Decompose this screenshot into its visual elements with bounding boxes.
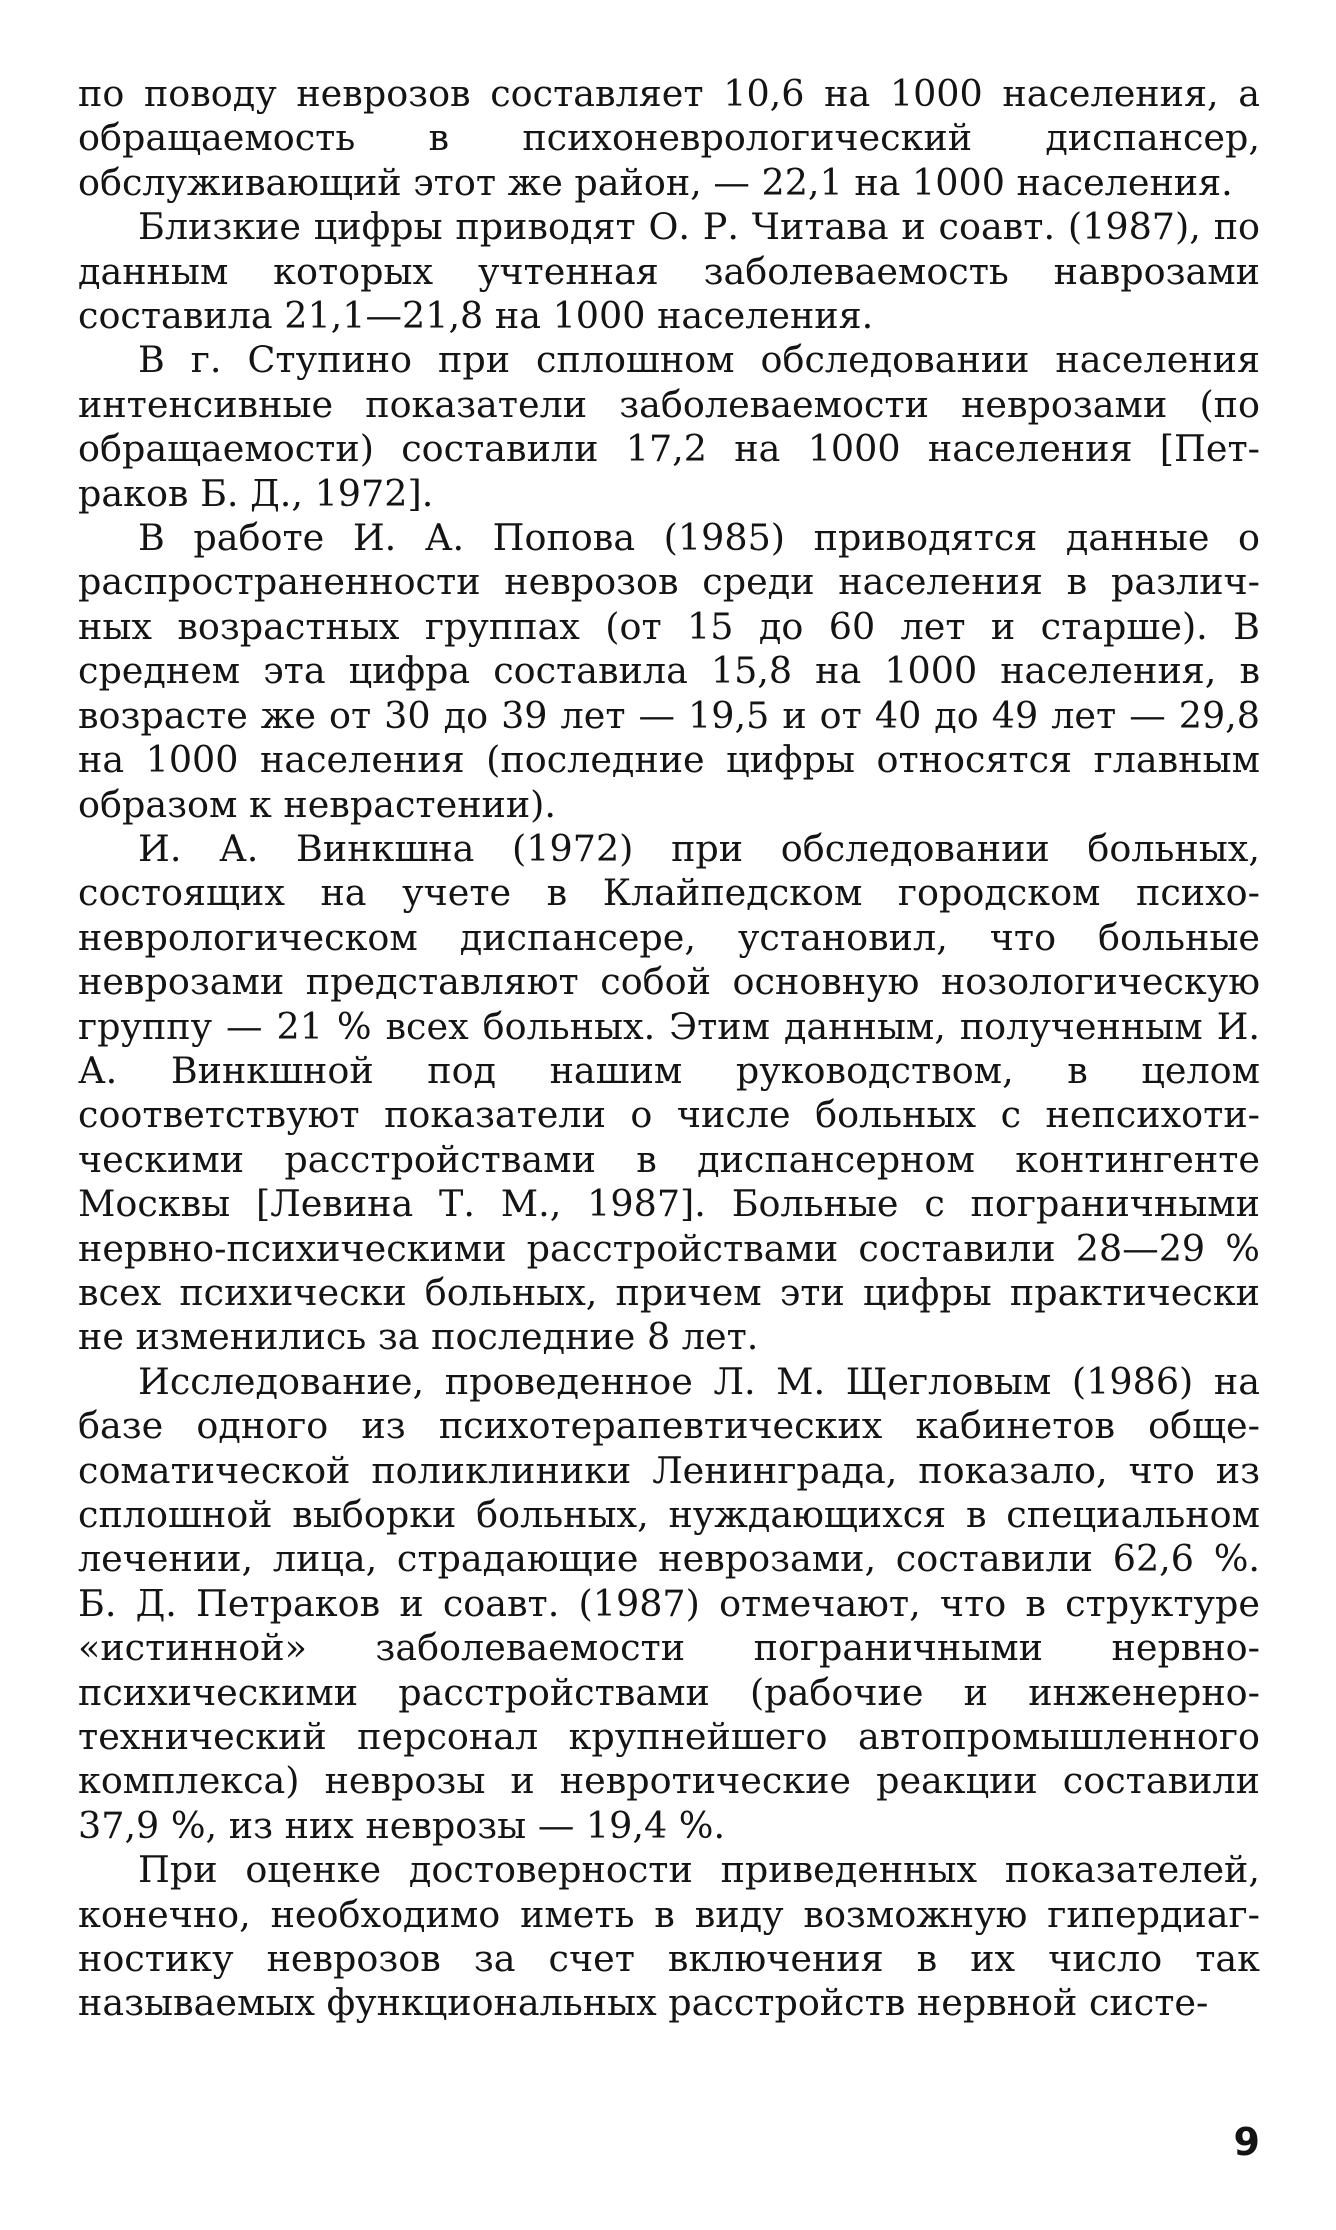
paragraph-shcheglov: Исследование, проведенное Л. М. Щегловым (1986) на базе одного из психотерапевтических кабинетов общесоматической поликлиники Ленинграда, показало, что из сплошной выборки больных, нуждающихся в специальном лечении, лица, страдающие неврозами, составили 62,6 %. Б. Д. Петраков и соавт. (1987) отмечают, что в структуре «истинной» заболеваемости пограничными нервно-психическими расстройствами (рабочие и инженерно-технический персонал крупнейшего автопромышленного комплекса) неврозы и невротические реакции составили 37,9 %, из них неврозы — 19,4 %. (78, 1359, 1260, 1847)
paragraph-stupino: В г. Ступино при сплошном обследовании населения интенсивные показатели заболеваемости неврозами (по обращаемости) составили 17,2 на 1000 населения [Петраков Б. Д., 1972]. (78, 338, 1260, 515)
paragraph-chitava: Близкие цифры приводят О. Р. Читава и соавт. (1987), по данным которых учтенная заболеваемость наврозами составила 21,1—21,8 на 1000 населения. (78, 205, 1260, 338)
page-number: 9 (1233, 2120, 1260, 2164)
paragraph-continuation: по поводу неврозов составляет 10,6 на 1000 населения, а обращаемость в психоневрологический диспансер, обслуживающий этот же район, — 22,1 на 1000 населения. (78, 72, 1260, 204)
body-text (78, 72, 1260, 2026)
paragraph-reliability: При оценке достоверности приведенных показателей, конечно, необходимо иметь в виду возможную гипердиагностику неврозов за счет включения в их число так называемых функциональных расстройств нервной систе- (78, 1848, 1260, 2025)
paragraph-vinkshna: И. А. Винкшна (1972) при обследовании больных, состоящих на учете в Клайпедском городском психоневрологическом диспансере, установил, что больные неврозами представляют собой основную нозологическую группу — 21 % всех больных. Этим данным, полученным И. А. Винкшной под нашим руководством, в целом соответствуют показатели о числе больных с непсихотическими расстройствами в диспансерном контингенте Москвы [Левина Т. М., 1987]. Больные с пограничными нервно-психическими расстройствами составили 28—29 % всех психически больных, причем эти цифры практически не изменились за последние 8 лет. (78, 826, 1260, 1359)
paragraph-popov: В работе И. А. Попова (1985) приводятся данные о распространенности неврозов среди населения в различных возрастных группах (от 15 до 60 лет и старше). В среднем эта цифра составила 15,8 на 1000 населения, в возрасте же от 30 до 39 лет — 19,5 и от 40 до 49 лет — 29,8 на 1000 населения (последние цифры относятся главным образом к неврастении). (78, 516, 1260, 826)
